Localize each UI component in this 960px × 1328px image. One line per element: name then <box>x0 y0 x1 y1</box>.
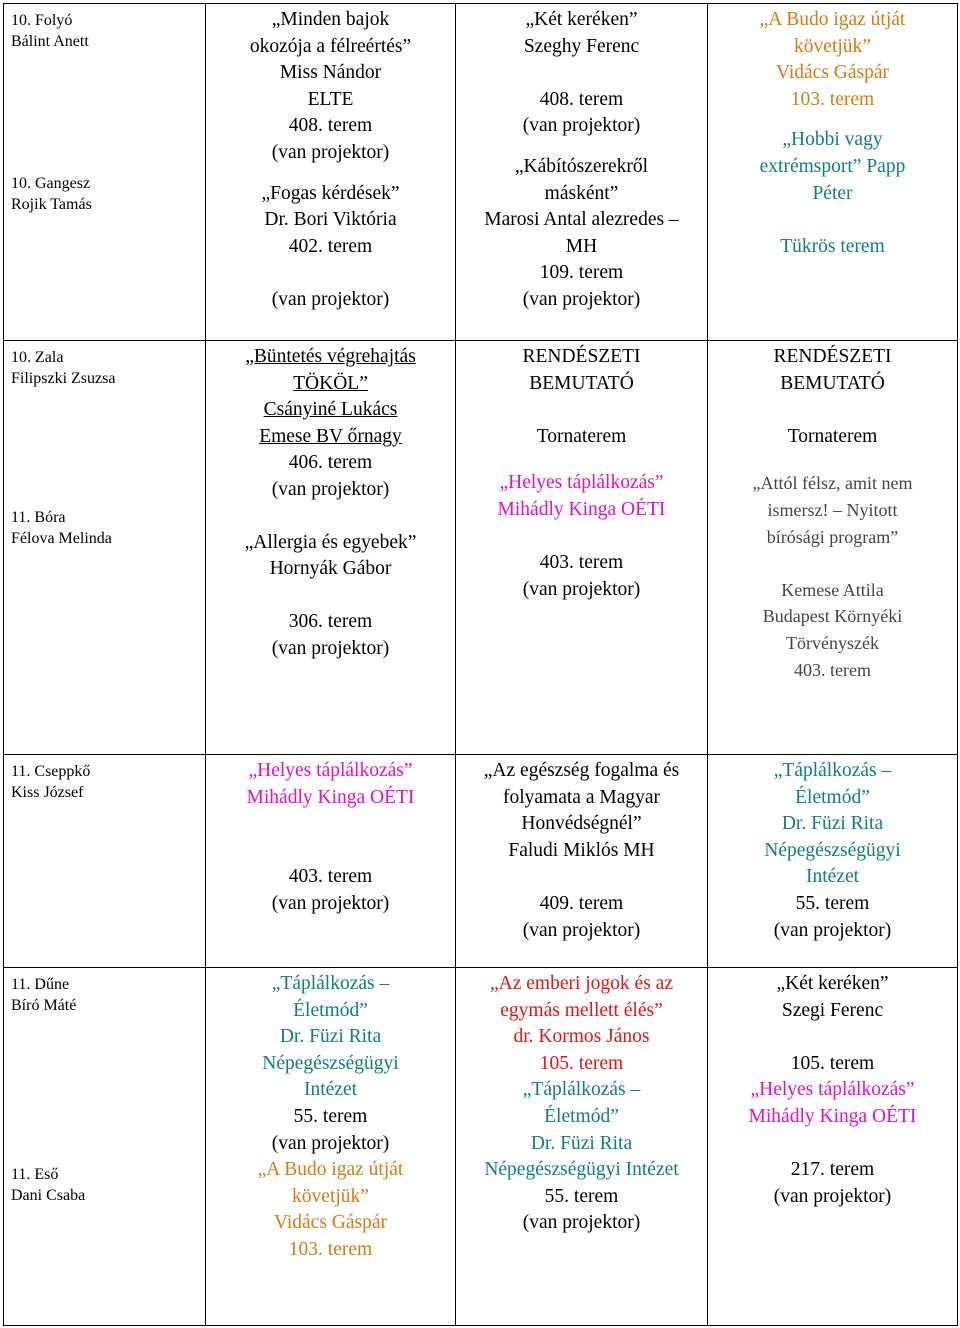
class-teacher: Dani Csaba <box>11 1187 86 1204</box>
session-line: Faludi Miklós MH <box>508 839 655 861</box>
session-block <box>462 470 701 603</box>
session-line: 55. terem <box>544 1185 619 1207</box>
session-block <box>212 530 449 663</box>
session-line: egymás mellett élés” <box>500 999 663 1021</box>
schedule-row <box>4 755 958 968</box>
session-block <box>212 1157 449 1263</box>
session-line: Népegészségügyi Intézet <box>484 1159 679 1181</box>
class-name: 10. Gangesz <box>11 175 91 192</box>
class-name: 10. Zala <box>11 349 64 366</box>
session-line: másként” <box>544 182 619 204</box>
session-line: „Az emberi jogok és az <box>489 973 673 994</box>
session-block <box>212 7 449 167</box>
session-line: extrémsport” Papp <box>759 155 906 177</box>
session-cell <box>708 968 958 1326</box>
session-line: Szegi Ferenc <box>781 999 884 1021</box>
session-line: Tornaterem <box>536 425 627 447</box>
session-line: (van projektor) <box>773 919 892 941</box>
session-line <box>714 397 951 424</box>
session-line: (van projektor) <box>271 892 390 914</box>
session-block <box>714 1077 951 1210</box>
session-line <box>212 838 449 865</box>
session-line: RENDÉSZETI <box>773 346 892 367</box>
session-line: „Táplálkozás – <box>522 1079 641 1101</box>
session-line: „Táplálkozás – <box>271 973 390 994</box>
session-block <box>212 758 449 918</box>
session-line: 55. terem <box>795 892 870 914</box>
session-block <box>714 971 951 1077</box>
session-line: bírósági program” <box>766 526 899 547</box>
session-line: követjük” <box>794 35 871 57</box>
session-line: 109. terem <box>539 262 624 284</box>
session-line: 105. terem <box>790 1052 875 1074</box>
session-line: (van projektor) <box>773 1185 892 1207</box>
session-line: „Allergia és egyebek” <box>244 531 417 553</box>
session-line: Tornaterem <box>787 425 878 447</box>
session-block <box>462 1077 701 1237</box>
session-line: folyamata a Magyar <box>502 786 660 808</box>
session-line: 403. terem <box>794 659 871 680</box>
class-name: 11. Bóra <box>11 509 66 526</box>
session-line <box>212 583 449 610</box>
session-line: „Két keréken” <box>525 9 638 30</box>
session-line: 408. terem <box>539 88 624 110</box>
session-line: Kemese Attila <box>781 579 884 600</box>
session-line: Intézet <box>303 1079 358 1101</box>
schedule-table <box>3 3 958 1326</box>
class-cell <box>4 968 206 1326</box>
session-line: (van projektor) <box>522 919 641 941</box>
class-cell <box>4 755 206 968</box>
session-line: 103. terem <box>790 88 875 110</box>
class-name: 11. Dűne <box>11 976 70 993</box>
class-teacher: Bíró Máté <box>11 997 77 1014</box>
session-line: „Helyes táplálkozás” <box>750 1079 915 1101</box>
schedule-row <box>4 4 958 341</box>
session-line <box>714 550 951 577</box>
session-line: Népegészségügyi <box>262 1052 399 1074</box>
class-teacher: Rojik Tamás <box>11 196 92 213</box>
session-line: Törvényszék <box>786 632 879 653</box>
session-line: Népegészségügyi <box>764 839 901 861</box>
session-line: 408. terem <box>288 115 373 137</box>
session-line: „A Budo igaz útját <box>759 9 906 30</box>
session-line: Dr. Bori Viktória <box>264 209 397 231</box>
session-line <box>212 260 449 287</box>
session-line: (van projektor) <box>271 288 390 310</box>
session-block <box>714 127 951 260</box>
session-cell <box>456 341 708 755</box>
session-line: Honvédségnél” <box>521 813 642 835</box>
session-line: (van projektor) <box>522 288 641 310</box>
session-line: Életmód” <box>293 999 368 1021</box>
session-cell <box>456 968 708 1326</box>
session-cell <box>456 755 708 968</box>
session-line: „Helyes táplálkozás” <box>248 760 413 781</box>
session-line: Emese BV őrnagy <box>259 425 402 447</box>
session-line: „Két keréken” <box>776 973 889 994</box>
session-line: „Hobbi vagy <box>782 129 883 151</box>
session-line <box>462 864 701 891</box>
session-line: Hornyák Gábor <box>269 558 392 580</box>
session-line: Vidács Gáspár <box>775 62 890 84</box>
session-cell <box>206 968 456 1326</box>
session-cell <box>206 4 456 341</box>
session-line: 103. terem <box>288 1238 373 1260</box>
session-line: 406. terem <box>288 452 373 474</box>
class-entry <box>11 170 199 215</box>
session-line: 409. terem <box>539 892 624 914</box>
session-line: 403. terem <box>288 866 373 888</box>
class-name: 10. Folyó <box>11 12 73 29</box>
session-cell <box>708 755 958 968</box>
schedule-row <box>4 968 958 1326</box>
session-line: 55. terem <box>293 1105 368 1127</box>
session-block <box>212 344 449 504</box>
session-block <box>462 758 701 944</box>
session-line: Dr. Füzi Rita <box>530 1132 633 1154</box>
session-line: Péter <box>812 182 853 204</box>
session-line: Dr. Füzi Rita <box>279 1026 382 1048</box>
session-line: „Büntetés végrehajtás <box>245 346 416 367</box>
session-line: „A Budo igaz útját <box>257 1159 404 1181</box>
session-block <box>462 344 701 450</box>
session-line: Mihádly Kinga OÉTI <box>246 786 415 808</box>
session-line: „Táplálkozás – <box>773 760 892 781</box>
class-entry <box>11 1161 199 1206</box>
session-line: (van projektor) <box>271 141 390 163</box>
session-line: Szeghy Ferenc <box>523 35 640 57</box>
session-line: (van projektor) <box>522 115 641 137</box>
session-cell <box>206 755 456 968</box>
session-line: TÖKÖL” <box>293 372 368 394</box>
session-line: Budapest Környéki <box>762 606 903 627</box>
class-entry <box>11 344 199 389</box>
session-line: BEMUTATÓ <box>529 372 634 394</box>
session-line: Mihádly Kinga OÉTI <box>497 498 666 520</box>
session-block <box>714 344 951 450</box>
session-line <box>714 207 951 234</box>
session-line: RENDÉSZETI <box>522 346 641 367</box>
session-block <box>212 971 449 1157</box>
class-teacher: Bálint Anett <box>11 33 89 50</box>
session-line: (van projektor) <box>271 478 390 500</box>
session-line <box>462 60 701 87</box>
session-line: „Fogas kérdések” <box>261 182 400 204</box>
class-entry <box>11 971 199 1016</box>
session-line: Miss Nándor <box>279 62 382 84</box>
session-line: Vidács Gáspár <box>273 1212 388 1234</box>
session-block <box>462 154 701 314</box>
session-line: „Az egészség fogalma és <box>483 760 680 781</box>
session-line: „Kábítószerekről <box>514 155 649 177</box>
session-line: 403. terem <box>539 552 624 574</box>
session-cell <box>708 4 958 341</box>
session-line: Intézet <box>805 866 860 888</box>
session-block <box>212 181 449 314</box>
session-cell <box>206 341 456 755</box>
session-line: követjük” <box>292 1185 369 1207</box>
session-line: Életmód” <box>795 786 870 808</box>
class-cell <box>4 341 206 755</box>
session-line: okozója a félreértés” <box>249 35 412 57</box>
schedule-row <box>4 341 958 755</box>
session-line: dr. Kormos János <box>513 1026 650 1048</box>
session-line: 217. terem <box>790 1159 875 1181</box>
session-block <box>462 971 701 1077</box>
session-line: Marosi Antal alezredes – <box>484 209 679 231</box>
session-line: BEMUTATÓ <box>780 372 885 394</box>
session-line: Csányiné Lukács <box>263 399 398 421</box>
class-entry <box>11 504 199 549</box>
class-teacher: Filipszki Zsuzsa <box>11 370 116 387</box>
session-line: Dr. Füzi Rita <box>781 813 884 835</box>
session-line: Mihádly Kinga OÉTI <box>748 1105 917 1127</box>
session-block <box>462 7 701 140</box>
session-line: „Helyes táplálkozás” <box>499 472 664 494</box>
session-line: ismersz! – Nyitott <box>767 499 898 520</box>
session-line <box>714 1131 951 1158</box>
class-name: 11. Cseppkő <box>11 763 91 780</box>
session-line: 306. terem <box>288 611 373 633</box>
session-line: (van projektor) <box>522 1212 641 1234</box>
session-line: „Attól félsz, amit nem <box>752 473 913 494</box>
session-line: Tükrös terem <box>780 235 885 257</box>
session-line: Életmód” <box>544 1105 619 1127</box>
class-entry <box>11 7 199 52</box>
session-line <box>212 811 449 838</box>
session-line <box>462 524 701 551</box>
session-line: MH <box>565 235 598 257</box>
class-cell <box>4 4 206 341</box>
session-cell <box>456 4 708 341</box>
session-line: „Minden bajok <box>271 9 390 30</box>
session-line: (van projektor) <box>522 578 641 600</box>
session-block <box>714 758 951 944</box>
session-block <box>714 470 951 683</box>
session-line: (van projektor) <box>271 637 390 659</box>
session-line: 402. terem <box>288 235 373 257</box>
class-name: 11. Eső <box>11 1166 59 1183</box>
class-entry <box>11 758 199 803</box>
session-line: 105. terem <box>539 1052 624 1074</box>
session-line: ELTE <box>307 88 354 110</box>
session-line <box>462 397 701 424</box>
session-line: (van projektor) <box>271 1132 390 1154</box>
session-cell <box>708 341 958 755</box>
session-line <box>714 1024 951 1051</box>
class-teacher: Félova Melinda <box>11 530 112 547</box>
session-block <box>714 7 951 113</box>
class-teacher: Kiss József <box>11 784 84 801</box>
